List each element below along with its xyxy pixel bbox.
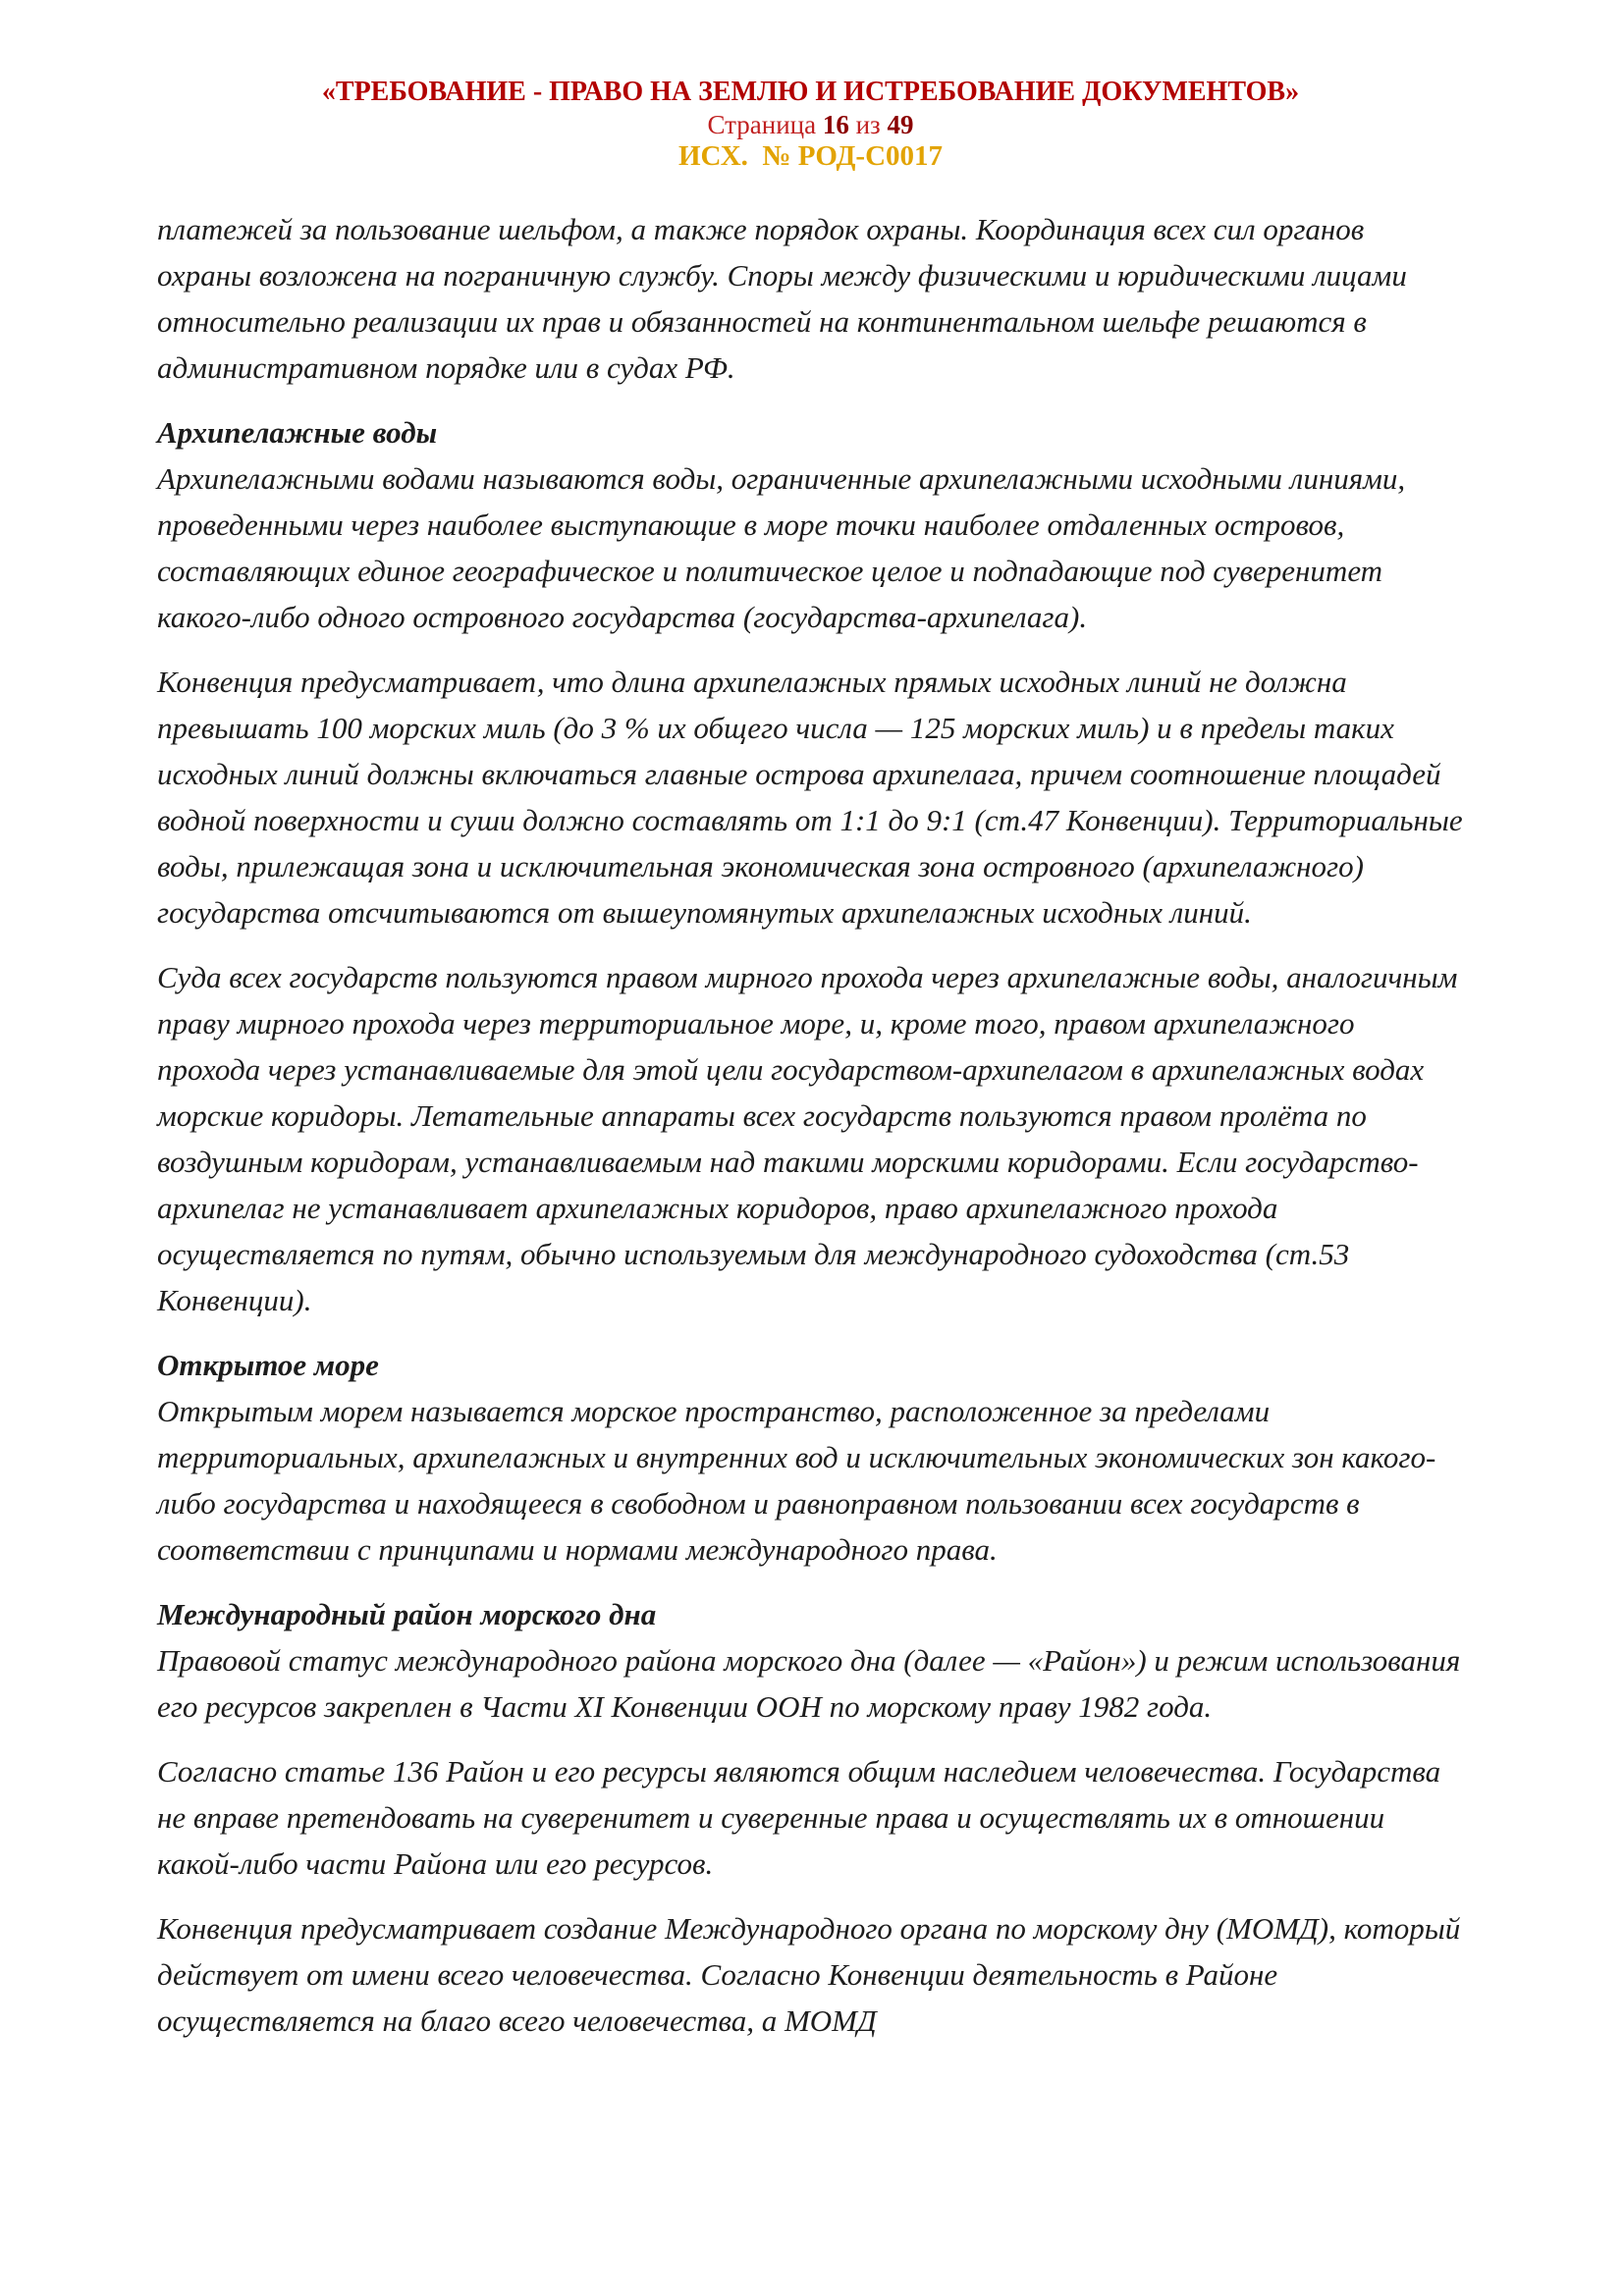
paragraph-high-seas-definition: Открытым морем называется морское пространство, расположенное за пределами территориальных, архипелажных и внутренних вод и исключительных экономических зон какого-либо государства и находящееся в свободном и равноправном пользовании всех государств в соответствии с принципами и нормами международного права.	[157, 1394, 1436, 1567]
document-header	[157, 77, 1464, 173]
section-heading-archipelagic-waters: Архипелажные воды	[157, 415, 438, 450]
page-counter-separator: из	[855, 110, 881, 139]
paragraph-article-136: Согласно статье 136 Район и его ресурсы являются общим наследием человечества. Государства не вправе претендовать на суверенитет и суверенные права и осуществлять их в отношении какой-либо части Района или его ресурсов.	[157, 1754, 1441, 1881]
outgoing-reference-number: ИСХ. № РОД-С0017	[677, 140, 944, 172]
section-heading-high-seas: Открытое море	[157, 1348, 379, 1382]
paragraph-continuation-shelf: платежей за пользование шельфом, а также порядок охраны. Координация всех сил органов охраны возложена на пограничную службу. Споры между физическими и юридическими лицами относительно реализации их прав и обязанностей на континентальном шельфе решаются в административном порядке или в судах РФ.	[157, 212, 1407, 385]
document-body	[157, 206, 1464, 2044]
page-counter-label: Страница	[707, 110, 817, 139]
section-heading-international-seabed-area: Международный район морского дна	[157, 1597, 657, 1631]
page-current-number: 16	[822, 110, 849, 139]
paragraph-ships-passage-rights: Суда всех государств пользуются правом мирного прохода через архипелажные воды, аналогичным праву мирного прохода через территориальное море, и, кроме того, правом архипелажного прохода через устанавливаемые для этой цели государством-архипелагом в архипелажных водах морские коридоры. Летательные аппараты всех государств пользуются правом пролёта по воздушным коридорам, устанавливаемым над такими морскими коридорами. Если государство-архипелаг не устанавливает архипелажных коридоров, право архипелажного прохода осуществляется по путям, обычно используемым для международного судоходства (ст.53 Конвенции).	[157, 960, 1458, 1317]
page-counter	[157, 109, 1464, 140]
paragraph-seabed-authority: Конвенция предусматривает создание Международного органа по морскому дну (МОМД), который действует от имени всего человечества. Согласно Конвенции деятельность в Районе осуществляется на благо всего человечества, а МОМД	[157, 1911, 1461, 2038]
document-title: «ТРЕБОВАНИЕ - ПРАВО НА ЗЕМЛЮ И ИСТРЕБОВАНИЕ ДОКУМЕНТОВ»	[321, 77, 1300, 107]
paragraph-archipelagic-definition: Архипелажными водами называются воды, ограниченные архипелажными исходными линиями, проведенными через наиболее выступающие в море точки наиболее отдаленных островов, составляющих единое географическое и политическое целое и подпадающие под суверенитет какого-либо одного островного государства (государства-архипелага).	[157, 461, 1406, 634]
paragraph-convention-baselines: Конвенция предусматривает, что длина архипелажных прямых исходных линий не должна превышать 100 морских миль (до 3 % их общего числа — 125 морских миль) и в пределы таких исходных линий должны включаться главные острова архипелага, причем соотношение площадей водной поверхности и суши должно составлять от 1:1 до 9:1 (ст.47 Конвенции). Территориальные воды, прилежащая зона и исключительная экономическая зона островного (архипелажного) государства отсчитываются от вышеупомянутых архипелажных исходных линий.	[157, 665, 1463, 930]
page-total-number: 49	[887, 110, 914, 139]
paragraph-seabed-legal-status: Правовой статус международного района морского дна (далее — «Район») и режим использования его ресурсов закреплен в Части XI Конвенции ООН по морскому праву 1982 года.	[157, 1643, 1461, 1724]
